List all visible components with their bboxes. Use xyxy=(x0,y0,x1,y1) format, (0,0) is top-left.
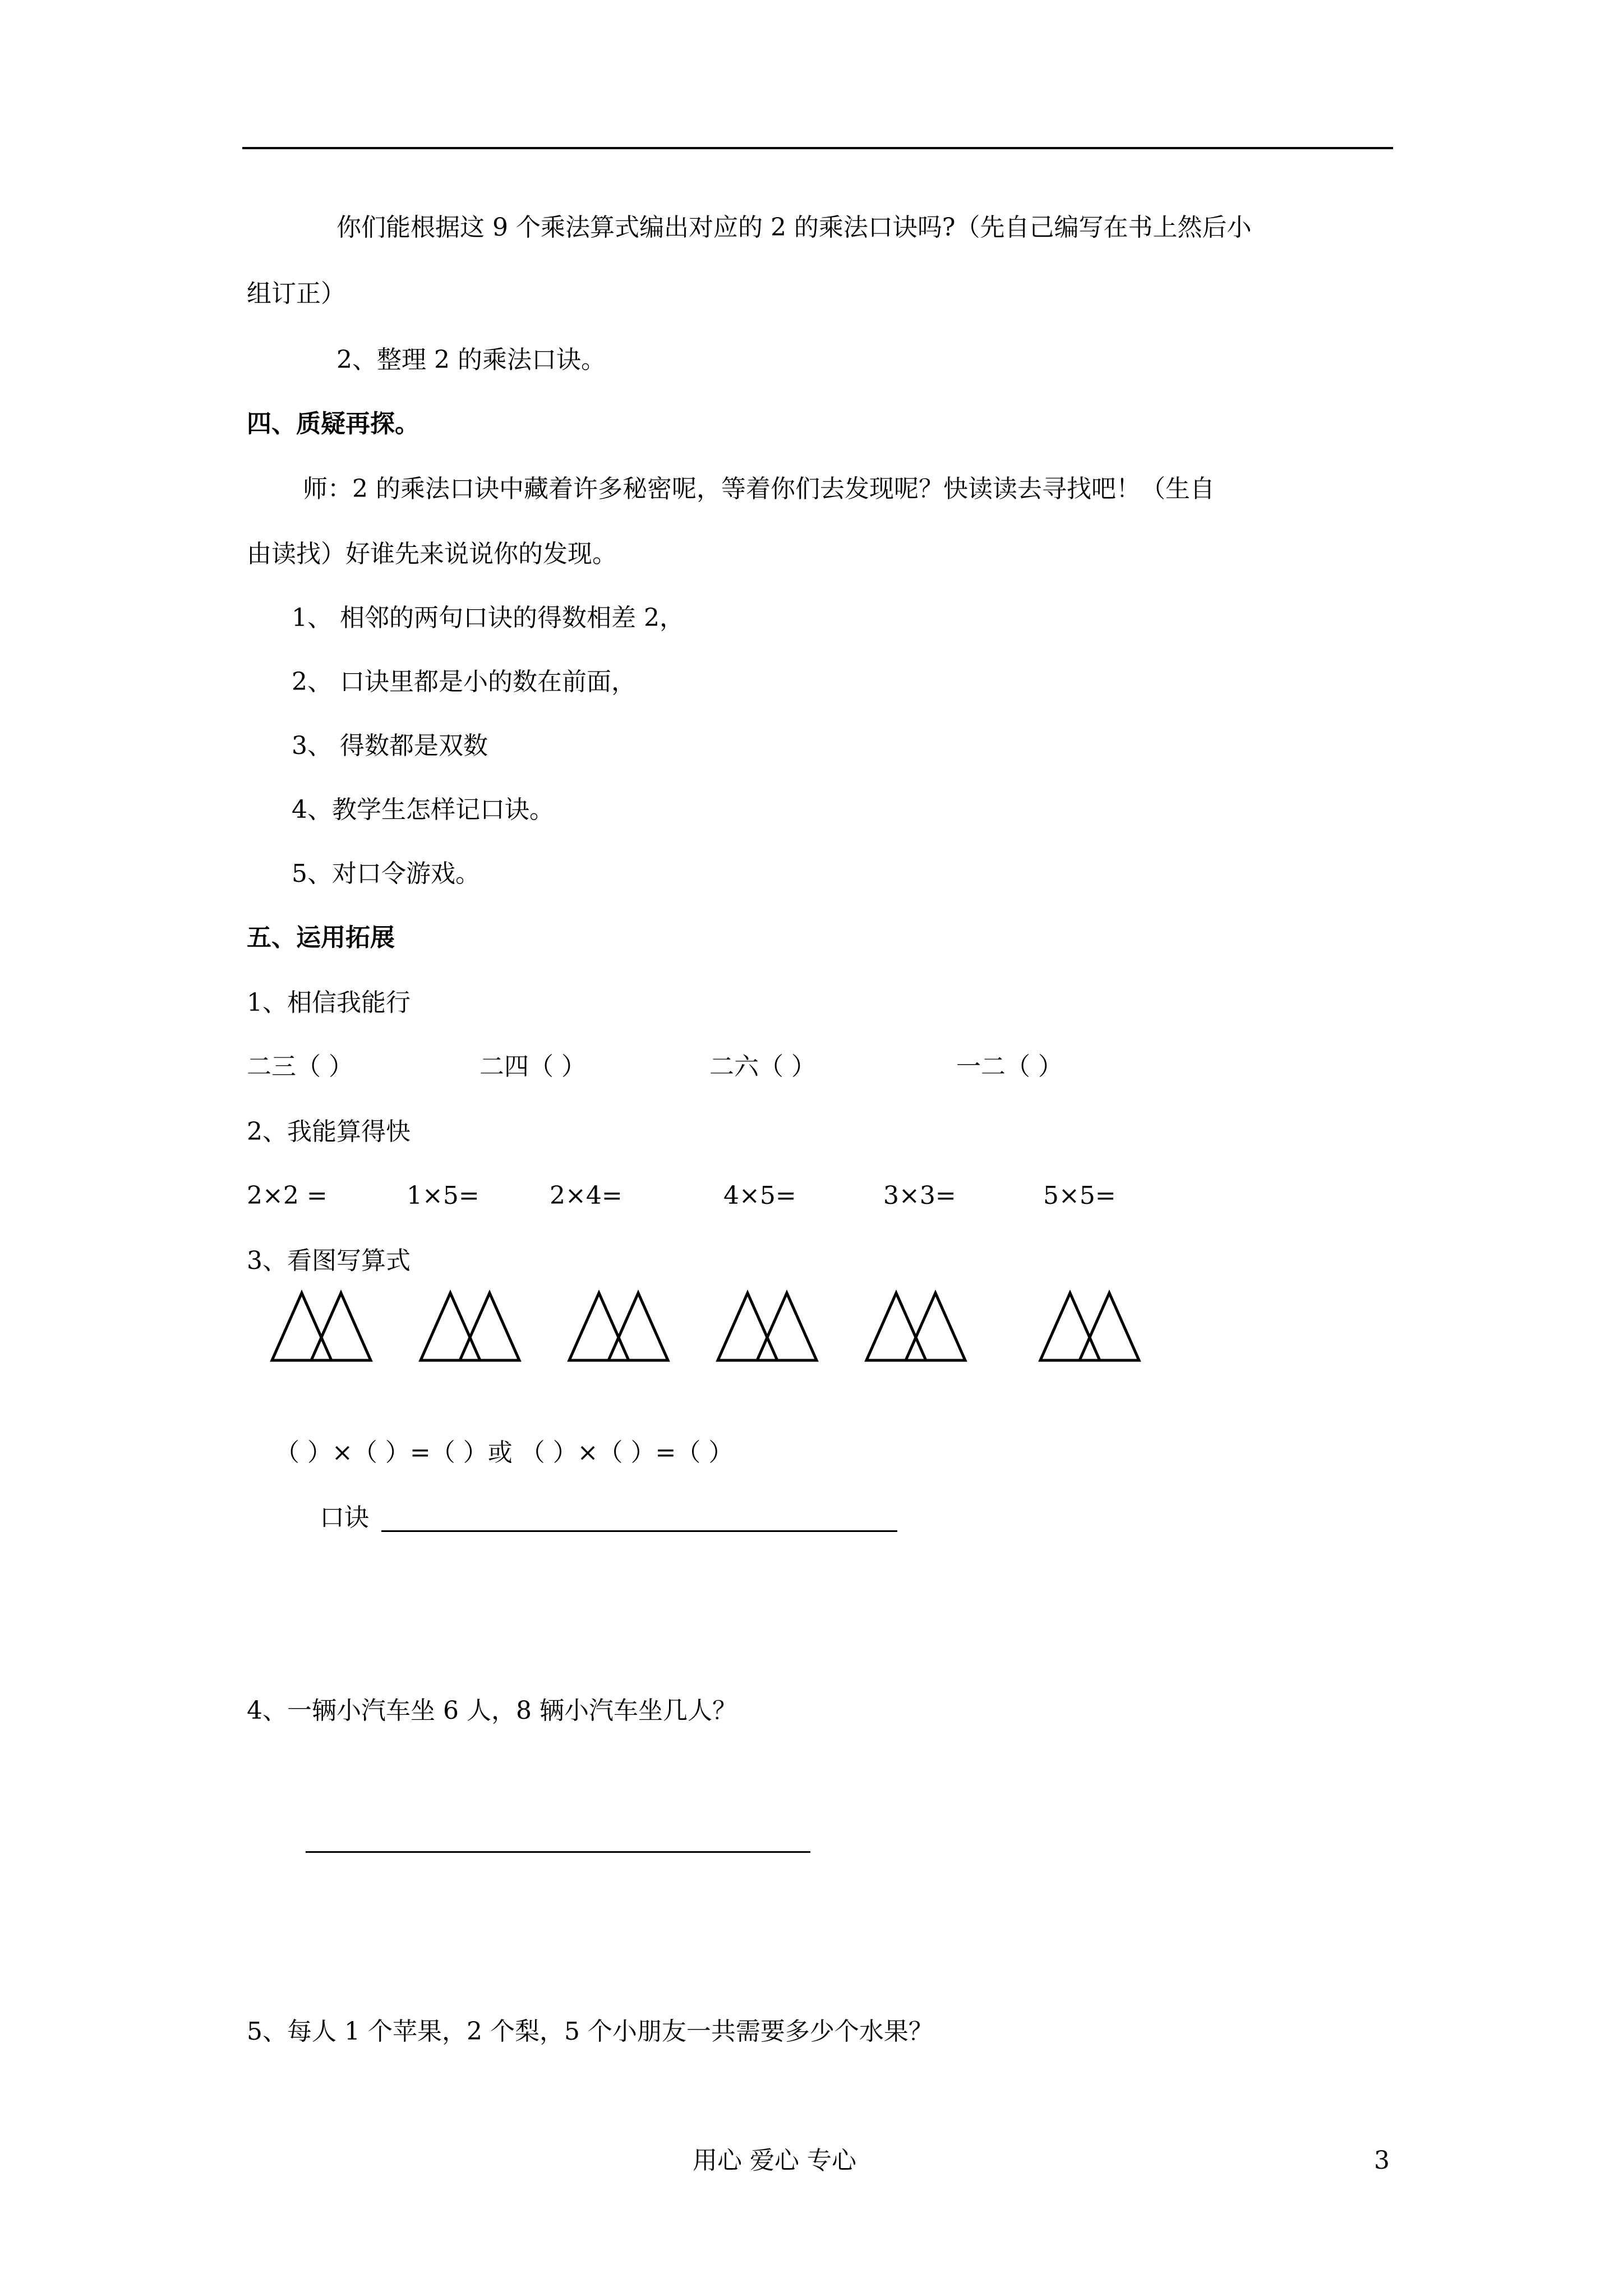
footer-motto: 用心 爱心 专心 xyxy=(693,2146,856,2175)
intro-line-1: 你们能根据这 9 个乘法算式编出对应的 2 的乘法口诀吗?（先自己编写在书上然后小 xyxy=(336,213,1252,242)
triangle-pair-3 xyxy=(566,1290,671,1363)
finding-item-3: 3、 得数都是双数 xyxy=(292,731,488,760)
triangle-pair-6 xyxy=(1038,1290,1142,1363)
finding-item-2: 2、 口诀里都是小的数在前面， xyxy=(292,668,636,696)
q3-equation: （ ）×（ ）=（ ）或 （ ）×（ ）=（ ） xyxy=(275,1438,734,1467)
triangle-pair-5 xyxy=(864,1290,968,1363)
section-4-heading: 四、质疑再探。 xyxy=(247,409,419,438)
finding-item-4: 4、教学生怎样记口诀。 xyxy=(292,795,554,824)
q2-item-3: 2×4= xyxy=(550,1181,623,1210)
q3-koujue-label: 口诀 xyxy=(320,1503,369,1532)
triangle-pair-2 xyxy=(418,1290,522,1363)
triangle-pair-4 xyxy=(715,1290,819,1363)
page-number: 3 xyxy=(1374,2146,1390,2175)
q1-item-4: 一二（ ） xyxy=(956,1052,1063,1081)
q2-title: 2、我能算得快 xyxy=(247,1117,411,1146)
q2-item-6: 5×5= xyxy=(1043,1181,1116,1210)
teacher-line-2: 由读找）好谁先来说说你的发现。 xyxy=(247,540,617,568)
q4-title: 4、一辆小汽车坐 6 人，8 辆小汽车坐几人？ xyxy=(247,1696,737,1725)
q2-item-2: 1×5= xyxy=(407,1181,479,1210)
finding-item-1: 1、 相邻的两句口诀的得数相差 2， xyxy=(292,604,684,632)
q2-item-1: 2×2 = xyxy=(247,1181,328,1210)
section-5-heading: 五、运用拓展 xyxy=(247,923,395,952)
q1-item-3: 二六（ ） xyxy=(709,1052,816,1081)
q3-title: 3、看图写算式 xyxy=(247,1246,411,1275)
q2-item-4: 4×5= xyxy=(723,1181,796,1210)
finding-item-5: 5、对口令游戏。 xyxy=(292,859,480,888)
q2-item-5: 3×3= xyxy=(883,1181,956,1210)
step-2: 2、整理 2 的乘法口诀。 xyxy=(336,346,606,374)
q5-title: 5、每人 1 个苹果，2 个梨，5 个小朋友一共需要多少个水果？ xyxy=(247,2017,933,2046)
q1-title: 1、相信我能行 xyxy=(247,988,411,1017)
intro-line-2: 组订正） xyxy=(247,279,345,308)
koujue-answer-line[interactable] xyxy=(381,1530,897,1532)
q1-item-2: 二四（ ） xyxy=(479,1052,586,1081)
triangle-pair-1 xyxy=(269,1290,374,1363)
teacher-line-1: 师：2 的乘法口诀中藏着许多秘密呢，等着你们去发现呢？快读读去寻找吧！（生自 xyxy=(303,475,1215,503)
q1-item-1: 二三（ ） xyxy=(247,1052,353,1081)
q4-answer-line[interactable] xyxy=(306,1851,810,1853)
header-rule xyxy=(242,147,1393,149)
